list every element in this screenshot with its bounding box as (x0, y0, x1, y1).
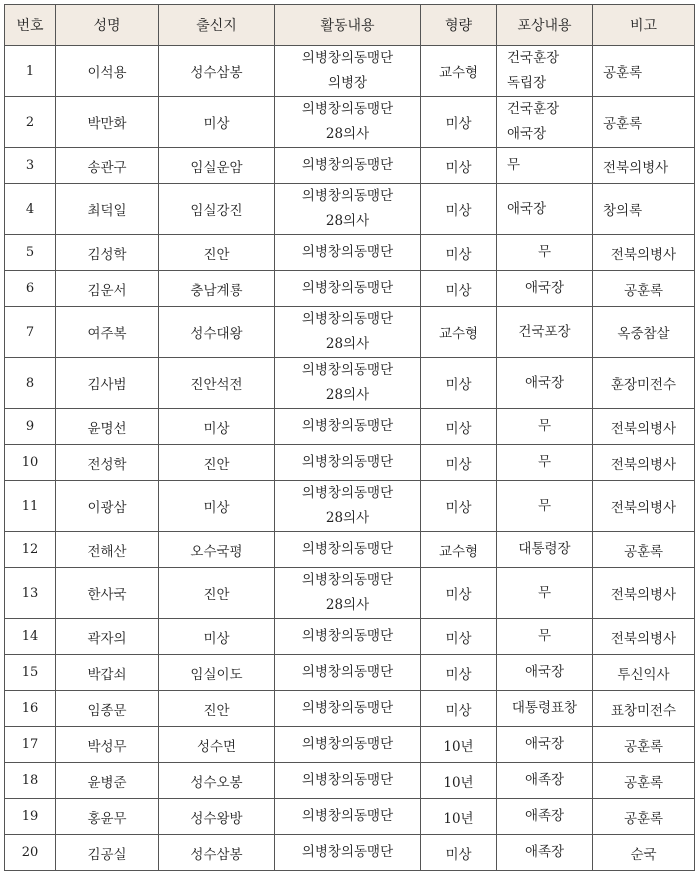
row-activity (275, 532, 421, 568)
row-award-line: 무 (537, 584, 552, 601)
row-award-line: 애국장 (524, 664, 565, 680)
table-row (5, 409, 695, 445)
row-award-line: 애국장 (524, 374, 565, 391)
row-name: 전성학 (56, 445, 159, 481)
row-origin: 성수면 (159, 727, 275, 763)
row-activity (275, 271, 421, 307)
row-activity-line: 28의사 (325, 510, 370, 526)
row-sentence: 미상 (421, 184, 497, 235)
row-award (497, 358, 593, 409)
row-award-line: 대통령표창 (511, 700, 578, 716)
row-award-line: 무 (537, 244, 552, 260)
table-row (5, 445, 695, 481)
row-activity-line: 의병창의동맹단 (301, 808, 394, 824)
row-origin: 미상 (159, 409, 275, 445)
table-row (5, 532, 695, 568)
row-activity-line: 28의사 (325, 126, 370, 142)
row-name: 최덕일 (56, 184, 159, 235)
row-number: 4 (5, 184, 56, 235)
row-number: 8 (5, 358, 56, 409)
row-award-line: 무 (537, 418, 552, 434)
row-award-line: 무 (537, 454, 552, 470)
row-award (497, 727, 593, 763)
table-row (5, 271, 695, 307)
row-activity-line: 의병장 (327, 75, 368, 91)
row-note: 전북의병사 (593, 619, 695, 655)
row-origin: 임실이도 (159, 655, 275, 691)
row-name: 한사국 (56, 568, 159, 619)
row-activity-line: 의병창의동맹단 (301, 244, 394, 260)
row-number: 9 (5, 409, 56, 445)
row-origin: 성수삼봉 (159, 835, 275, 871)
row-note: 순국 (593, 835, 695, 871)
row-note: 공훈록 (593, 799, 695, 835)
row-sentence: 미상 (421, 655, 497, 691)
row-name: 박성무 (56, 727, 159, 763)
table-row (5, 799, 695, 835)
header-number: 번호 (5, 5, 56, 46)
row-number: 7 (5, 307, 56, 358)
row-sentence: 미상 (421, 235, 497, 271)
row-number: 6 (5, 271, 56, 307)
row-note: 공훈록 (593, 97, 695, 148)
row-activity-line: 의병창의동맹단 (301, 700, 394, 716)
row-award-line: 무 (537, 628, 552, 644)
row-note: 표창미전수 (593, 691, 695, 727)
table-row (5, 46, 695, 97)
row-number: 16 (5, 691, 56, 727)
row-activity (275, 481, 421, 532)
table-row (5, 97, 695, 148)
row-note: 전북의병사 (593, 568, 695, 619)
row-name: 홍윤무 (56, 799, 159, 835)
row-sentence: 미상 (421, 691, 497, 727)
row-activity-line: 28의사 (325, 387, 370, 403)
row-number: 12 (5, 532, 56, 568)
row-sentence: 10년 (421, 727, 497, 763)
row-note: 옥중참살 (593, 307, 695, 358)
row-activity-line: 의병창의동맹단 (301, 772, 394, 788)
row-award (497, 532, 593, 568)
row-name: 여주복 (56, 307, 159, 358)
row-number: 11 (5, 481, 56, 532)
row-sentence: 미상 (421, 409, 497, 445)
row-note: 전북의병사 (593, 481, 695, 532)
row-activity (275, 568, 421, 619)
row-activity (275, 655, 421, 691)
row-sentence: 미상 (421, 568, 497, 619)
table-row (5, 235, 695, 271)
row-activity (275, 763, 421, 799)
row-number: 15 (5, 655, 56, 691)
row-origin: 오수국평 (159, 532, 275, 568)
row-activity-line: 의병창의동맹단 (301, 157, 394, 173)
row-activity (275, 46, 421, 97)
row-activity (275, 445, 421, 481)
row-award (497, 835, 593, 871)
row-award-line: 애족장 (524, 772, 565, 788)
row-origin: 진안 (159, 235, 275, 271)
row-number: 5 (5, 235, 56, 271)
row-name: 이광삼 (56, 481, 159, 532)
table-row (5, 148, 695, 184)
row-origin: 진안 (159, 445, 275, 481)
row-origin: 성수오봉 (159, 763, 275, 799)
row-award (497, 799, 593, 835)
table-row (5, 655, 695, 691)
row-note: 공훈록 (593, 727, 695, 763)
row-activity (275, 184, 421, 235)
row-origin: 진안 (159, 691, 275, 727)
row-name: 김성학 (56, 235, 159, 271)
row-sentence: 미상 (421, 445, 497, 481)
row-award (497, 568, 593, 619)
row-award-line: 건국훈장 (507, 101, 560, 117)
row-number: 20 (5, 835, 56, 871)
row-activity (275, 727, 421, 763)
header-award: 포상내용 (497, 5, 593, 46)
row-sentence: 10년 (421, 799, 497, 835)
row-sentence: 미상 (421, 271, 497, 307)
row-activity-line: 의병창의동맹단 (301, 844, 394, 860)
row-name: 곽자의 (56, 619, 159, 655)
header-activity: 활동내용 (275, 5, 421, 46)
header-note: 비고 (593, 5, 695, 46)
row-name: 박만화 (56, 97, 159, 148)
row-award-line: 애국장 (507, 200, 547, 217)
row-award (497, 691, 593, 727)
row-activity (275, 97, 421, 148)
row-activity-line: 의병창의동맹단 (301, 736, 394, 752)
row-award (497, 148, 593, 184)
row-award (497, 235, 593, 271)
table-row (5, 358, 695, 409)
header-row (5, 5, 695, 46)
row-activity-line: 의병창의동맹단 (301, 362, 394, 378)
table-row (5, 184, 695, 235)
row-activity-line: 28의사 (325, 213, 370, 229)
row-note: 공훈록 (593, 271, 695, 307)
row-name: 윤병준 (56, 763, 159, 799)
row-award-line: 애족장 (524, 808, 565, 824)
row-note: 창의록 (593, 184, 695, 235)
table-row (5, 835, 695, 871)
row-activity-line: 의병창의동맹단 (301, 628, 394, 644)
row-sentence: 미상 (421, 619, 497, 655)
row-activity (275, 799, 421, 835)
row-origin: 미상 (159, 481, 275, 532)
row-name: 박갑쇠 (56, 655, 159, 691)
row-note: 전북의병사 (593, 235, 695, 271)
row-award-line: 애국장 (524, 280, 565, 296)
row-number: 14 (5, 619, 56, 655)
table-row (5, 619, 695, 655)
row-name: 이석용 (56, 46, 159, 97)
row-number: 17 (5, 727, 56, 763)
row-award-line: 독립장 (507, 75, 547, 91)
row-award (497, 619, 593, 655)
row-activity-line: 의병창의동맹단 (301, 664, 394, 680)
row-number: 13 (5, 568, 56, 619)
row-activity (275, 409, 421, 445)
table-row (5, 763, 695, 799)
row-award-line: 대통령장 (518, 541, 571, 557)
row-note: 공훈록 (593, 532, 695, 568)
row-note: 공훈록 (593, 46, 695, 97)
row-origin: 성수왕방 (159, 799, 275, 835)
row-activity-line: 의병창의동맹단 (301, 188, 394, 204)
table-row (5, 481, 695, 532)
row-award (497, 271, 593, 307)
row-origin: 진안 (159, 568, 275, 619)
row-award-line: 애국장 (507, 126, 547, 142)
row-activity (275, 307, 421, 358)
row-number: 1 (5, 46, 56, 97)
row-name: 윤명선 (56, 409, 159, 445)
row-award (497, 307, 593, 358)
row-award (497, 655, 593, 691)
row-origin: 임실운암 (159, 148, 275, 184)
row-award-line: 무 (537, 497, 552, 514)
table-row (5, 691, 695, 727)
row-activity (275, 835, 421, 871)
row-name: 임종문 (56, 691, 159, 727)
row-activity-line: 의병창의동맹단 (301, 101, 394, 117)
row-name: 김운서 (56, 271, 159, 307)
row-note: 전북의병사 (593, 409, 695, 445)
row-award (497, 97, 593, 148)
row-sentence: 미상 (421, 481, 497, 532)
header-origin: 출신지 (159, 5, 275, 46)
row-note: 공훈록 (593, 763, 695, 799)
row-sentence: 미상 (421, 97, 497, 148)
row-sentence: 교수형 (421, 532, 497, 568)
row-award-line: 건국포장 (518, 323, 571, 340)
row-award-line: 애국장 (524, 736, 565, 752)
row-activity-line: 의병창의동맹단 (301, 50, 394, 66)
row-award-line: 애족장 (524, 844, 565, 860)
row-activity-line: 의병창의동맹단 (301, 418, 394, 434)
row-activity (275, 235, 421, 271)
independence-activists-table (4, 4, 695, 871)
row-award (497, 481, 593, 532)
row-award (497, 409, 593, 445)
row-note: 투신익사 (593, 655, 695, 691)
table-row (5, 727, 695, 763)
row-number: 2 (5, 97, 56, 148)
row-origin: 미상 (159, 97, 275, 148)
row-sentence: 10년 (421, 763, 497, 799)
row-number: 3 (5, 148, 56, 184)
row-name: 김사범 (56, 358, 159, 409)
row-sentence: 교수형 (421, 307, 497, 358)
row-note: 전북의병사 (593, 445, 695, 481)
row-award (497, 763, 593, 799)
row-sentence: 미상 (421, 358, 497, 409)
row-award (497, 445, 593, 481)
row-activity-line: 28의사 (325, 336, 370, 352)
row-note: 훈장미전수 (593, 358, 695, 409)
row-award-line: 무 (507, 157, 521, 173)
header-sentence: 형량 (421, 5, 497, 46)
row-origin: 성수삼봉 (159, 46, 275, 97)
row-number: 18 (5, 763, 56, 799)
row-award (497, 184, 593, 235)
row-origin: 미상 (159, 619, 275, 655)
row-activity-line: 의병창의동맹단 (301, 572, 394, 588)
row-activity-line: 의병창의동맹단 (301, 454, 394, 470)
row-activity (275, 148, 421, 184)
row-origin: 진안석전 (159, 358, 275, 409)
row-sentence: 미상 (421, 835, 497, 871)
row-origin: 임실강진 (159, 184, 275, 235)
table-row (5, 568, 695, 619)
row-number: 10 (5, 445, 56, 481)
row-award (497, 46, 593, 97)
row-origin: 성수대왕 (159, 307, 275, 358)
table-body (5, 46, 695, 871)
row-name: 김공실 (56, 835, 159, 871)
row-origin: 충남계룡 (159, 271, 275, 307)
row-note: 전북의병사 (593, 148, 695, 184)
row-number: 19 (5, 799, 56, 835)
table-row (5, 307, 695, 358)
row-activity-line: 28의사 (325, 597, 370, 613)
row-name: 송관구 (56, 148, 159, 184)
row-sentence: 교수형 (421, 46, 497, 97)
row-activity (275, 691, 421, 727)
row-activity (275, 358, 421, 409)
row-activity-line: 의병창의동맹단 (301, 541, 394, 557)
row-activity-line: 의병창의동맹단 (301, 280, 394, 296)
row-activity-line: 의병창의동맹단 (301, 485, 394, 501)
row-sentence: 미상 (421, 148, 497, 184)
row-award-line: 건국훈장 (507, 50, 560, 66)
row-activity (275, 619, 421, 655)
header-name: 성명 (56, 5, 159, 46)
row-name: 전해산 (56, 532, 159, 568)
row-activity-line: 의병창의동맹단 (301, 311, 394, 327)
